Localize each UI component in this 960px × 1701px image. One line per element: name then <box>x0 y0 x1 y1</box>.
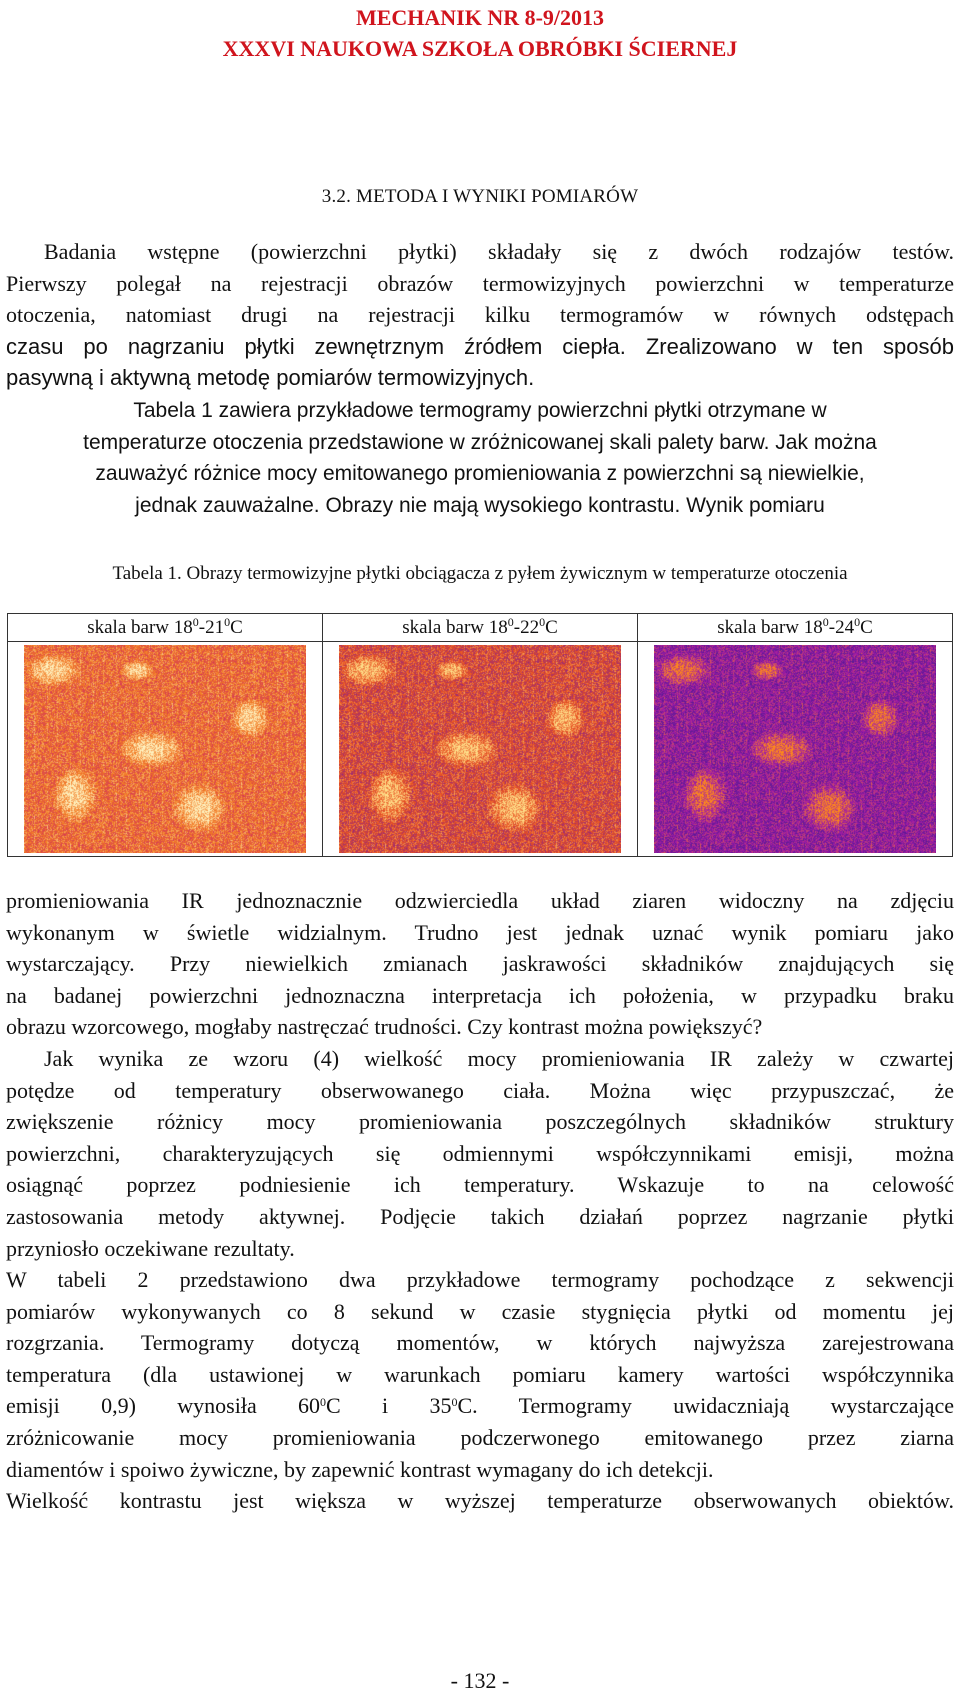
page-number: - 132 - <box>450 1668 510 1693</box>
paragraph-3-line: promieniowania IR jednoznacznie odzwierciedla układ ziaren widoczny na zdjęciu <box>6 888 954 913</box>
paragraph-2-line: temperaturze otoczenia przedstawione w zróżnicowanej skali palety barw. Jak można <box>83 430 877 454</box>
paragraph-4-line: osiągnąć poprzez podniesienie ich temperatury. Wskazuje to na celowość <box>6 1172 954 1198</box>
paragraph-5-line: pomiarów wykonywanych co 8 sekund w czasie stygnięcia płytki od momentu jej <box>6 1298 954 1324</box>
table-image-cell <box>323 642 638 857</box>
paragraph-2 <box>6 395 954 521</box>
paragraph-2-line: Tabela 1 zawiera przykładowe termogramy powierzchni płytki otrzymane w <box>133 399 827 422</box>
paragraph-4-line: powierzchni, charakteryzujących się odmiennymi współczynnikami emisji, można <box>6 1140 954 1166</box>
paragraph-5-line: W tabeli 2 przedstawiono dwa przykładowe termogramy pochodzące z sekwencji <box>6 1267 954 1292</box>
paragraph-2-line: jednak zauważalne. Obrazy nie mają wysokiego kontrastu. Wynik pomiaru <box>135 493 825 517</box>
paragraph-3-line: obrazu wzorcowego, mogłaby nastręczać trudności. Czy kontrast można powiększyć? <box>6 1014 763 1040</box>
paragraph-5-line: temperatura (dla ustawionej w warunkach pomiaru kamery wartości współczynnika <box>6 1361 954 1387</box>
paragraph-1-line: Pierwszy polegał na rejestracji obrazów termowizyjnych powierzchni w temperaturze <box>6 270 954 296</box>
paragraph-1 <box>6 236 954 394</box>
thermogram-image-18-21 <box>24 645 306 853</box>
paragraph-4 <box>6 1043 954 1264</box>
paragraph-4-line: Jak wynika ze wzoru (4) wielkość mocy promieniowania IR zależy w czwartej <box>44 1046 954 1071</box>
paragraph-4-line: potędze od temperatury obserwowanego ciała. Można więc przypuszczać, że <box>6 1077 954 1103</box>
paragraph-4-line: zwiększenie różnicy mocy promieniowania poszczególnych składników struktury <box>6 1109 954 1135</box>
table-header-cell: skala barw $18^0-21^0C$ <box>8 614 323 642</box>
journal-header-line1: MECHANIK NR 8-9/2013 <box>355 5 605 30</box>
paragraph-3 <box>6 885 954 1043</box>
paragraph-5-line: emisji 0,9) wynosiła $60^0C$ i $35^0C$. Termogramy uwidaczniają wystarczające <box>6 1393 954 1419</box>
table-image-row <box>8 642 953 857</box>
paragraph-4-line: przyniosło oczekiwane rezultaty. <box>6 1235 295 1261</box>
paragraph-5-line: rozgrzania. Termogramy dotyczą momentów, w których najwyższa zarejestrowana <box>6 1330 954 1356</box>
paragraph-5 <box>6 1264 954 1517</box>
journal-header <box>0 2 960 64</box>
thermogram-image-18-24 <box>654 645 936 853</box>
table-image-cell <box>8 642 323 857</box>
paragraph-1-line: Badania wstępne (powierzchni płytki) składały się z dwóch rodzajów testów. <box>44 239 954 264</box>
paragraph-2-line: zauważyć różnice mocy emitowanego promieniowania z powierzchni są niewielkie, <box>95 462 865 486</box>
paragraph-3-line: wystarczający. Przy niewielkich zmianach jaskrawości składników znajdujących się <box>6 951 954 977</box>
section-title: 3.2. METODA I WYNIKI POMIARÓW <box>321 186 639 207</box>
paragraph-5-line: Wielkość kontrastu jest większa w wyższej temperaturze obserwowanych obiektów. <box>6 1488 954 1514</box>
journal-header-line2: XXXVI NAUKOWA SZKOŁA OBRÓBKI ŚCIERNEJ <box>222 36 738 61</box>
paragraph-4-line: zastosowania metody aktywnej. Podjęcie takich działań poprzez nagrzanie płytki <box>6 1203 954 1229</box>
paragraph-1-line: pasywną i aktywną metodę pomiarów termowizyjnych. <box>6 365 535 391</box>
table-header-row <box>8 614 953 642</box>
table-1-caption: Tabela 1. Obrazy termowizyjne płytki obciągacza z pyłem żywicznym w temperaturze otoczenia <box>112 563 848 584</box>
table-1 <box>7 613 953 857</box>
table-header-cell: skala barw $18^0-22^0C$ <box>323 614 638 642</box>
paragraph-3-line: na badanej powierzchni jednoznaczna interpretacja ich położenia, w przypadku braku <box>6 982 954 1008</box>
paragraph-3-line: wykonanym w świetle widzialnym. Trudno jest jednak uznać wynik pomiaru jako <box>6 919 954 945</box>
thermogram-image-18-22 <box>339 645 621 853</box>
paragraph-5-line: diamentów i spoiwo żywiczne, by zapewnić kontrast wymagany do ich detekcji. <box>6 1456 714 1482</box>
paragraph-1-line: czasu po nagrzaniu płytki zewnętrznym źródłem ciepła. Zrealizowano w ten sposób <box>6 333 954 359</box>
table-image-cell <box>638 642 953 857</box>
paragraph-1-line: otoczenia, natomiast drugi na rejestracji kilku termogramów w równych odstępach <box>6 302 954 328</box>
paragraph-5-line: zróżnicowanie mocy promieniowania podczerwonego emitowanego przez ziarna <box>6 1424 954 1450</box>
table-header-cell: skala barw $18^0-24^0C$ <box>638 614 953 642</box>
